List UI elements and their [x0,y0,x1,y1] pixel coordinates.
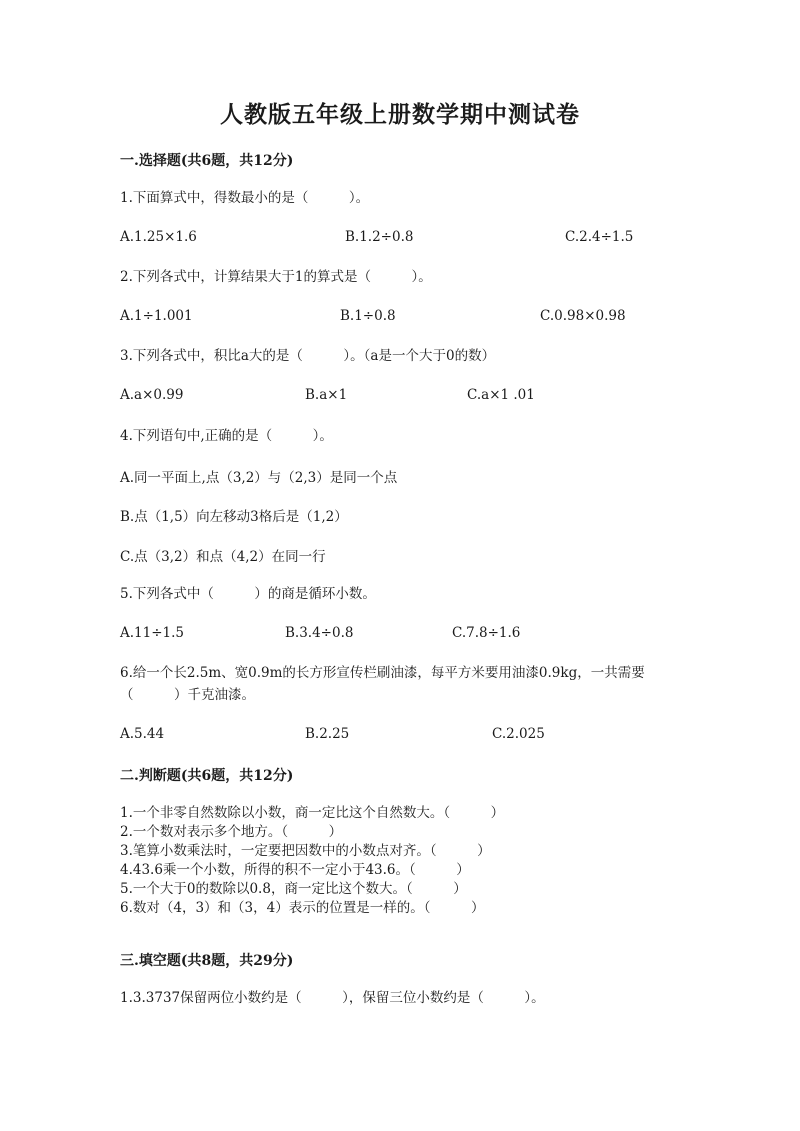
judge-item: 5.一个大于0的数除以0.8，商一定比这个数大。（ ） [120,881,467,897]
choice-question-4: 4.下列语句中,正确的是（ ）。 [120,428,333,444]
choice-option: B.a×1 [305,387,348,403]
judge-item: 6.数对（4，3）和（3，4）表示的位置是一样的。（ ） [120,900,485,916]
choice-option: A.5.44 [120,726,165,742]
choice-option: C.2.4÷1.5 [565,229,634,245]
judge-item: 2.一个数对表示多个地方。（ ） [120,824,343,840]
choice-option: A.同一平面上,点（3,2）与（2,3）是同一个点 [120,470,398,486]
choice-option: C.a×1 .01 [467,387,535,403]
choice-question-6: 6.给一个长2.5m、宽0.9m的长方形宣传栏刷油漆，每平方米要用油漆0.9kg，一共需要（ ）千克油漆。 [120,665,645,703]
choice-option: A.1.25×1.6 [120,229,197,245]
choice-option: C.2.025 [492,726,545,742]
exam-title: 人教版五年级上册数学期中测试卷 [220,101,580,128]
choice-option: A.a×0.99 [120,387,184,403]
judge-list [120,804,680,918]
judge-item: 4.43.6乘一个小数，所得的积不一定小于43.6。（ ） [120,862,470,878]
choice-option: C.0.98×0.98 [540,308,626,324]
section-heading-fill: 三.填空题(共8题，共29分) [120,953,294,969]
choice-question-5: 5.下列各式中（ ）的商是循环小数。 [120,586,376,602]
section-heading-judge: 二.判断题(共6题，共12分) [120,768,294,784]
fill-question-1: 1.3.3737保留两位小数约是（ ），保留三位小数约是（ ）。 [120,990,545,1006]
choice-option: C.点（3,2）和点（4,2）在同一行 [120,549,326,565]
choice-question-3: 3.下列各式中，积比a大的是（ ）。（a是一个大于0的数） [120,348,496,364]
choice-option: A.1÷1.001 [120,308,193,324]
judge-item: 1.一个非零自然数除以小数，商一定比这个自然数大。（ ） [120,805,505,821]
choice-option: B.3.4÷0.8 [285,625,354,641]
choice-option: B.2.25 [305,726,350,742]
choice-question-2: 2.下列各式中，计算结果大于1的算式是（ ）。 [120,269,432,285]
choice-option: A.11÷1.5 [120,625,184,641]
judge-item: 3.笔算小数乘法时，一定要把因数中的小数点对齐。（ ） [120,843,491,859]
choice-option: B.1.2÷0.8 [345,229,414,245]
choice-option: C.7.8÷1.6 [452,625,521,641]
choice-option: B.点（1,5）向左移动3格后是（1,2） [120,509,348,525]
section-heading-choice: 一.选择题(共6题，共12分) [120,153,294,169]
choice-question-1: 1.下面算式中，得数最小的是（ ）。 [120,190,370,206]
choice-option: B.1÷0.8 [340,308,396,324]
